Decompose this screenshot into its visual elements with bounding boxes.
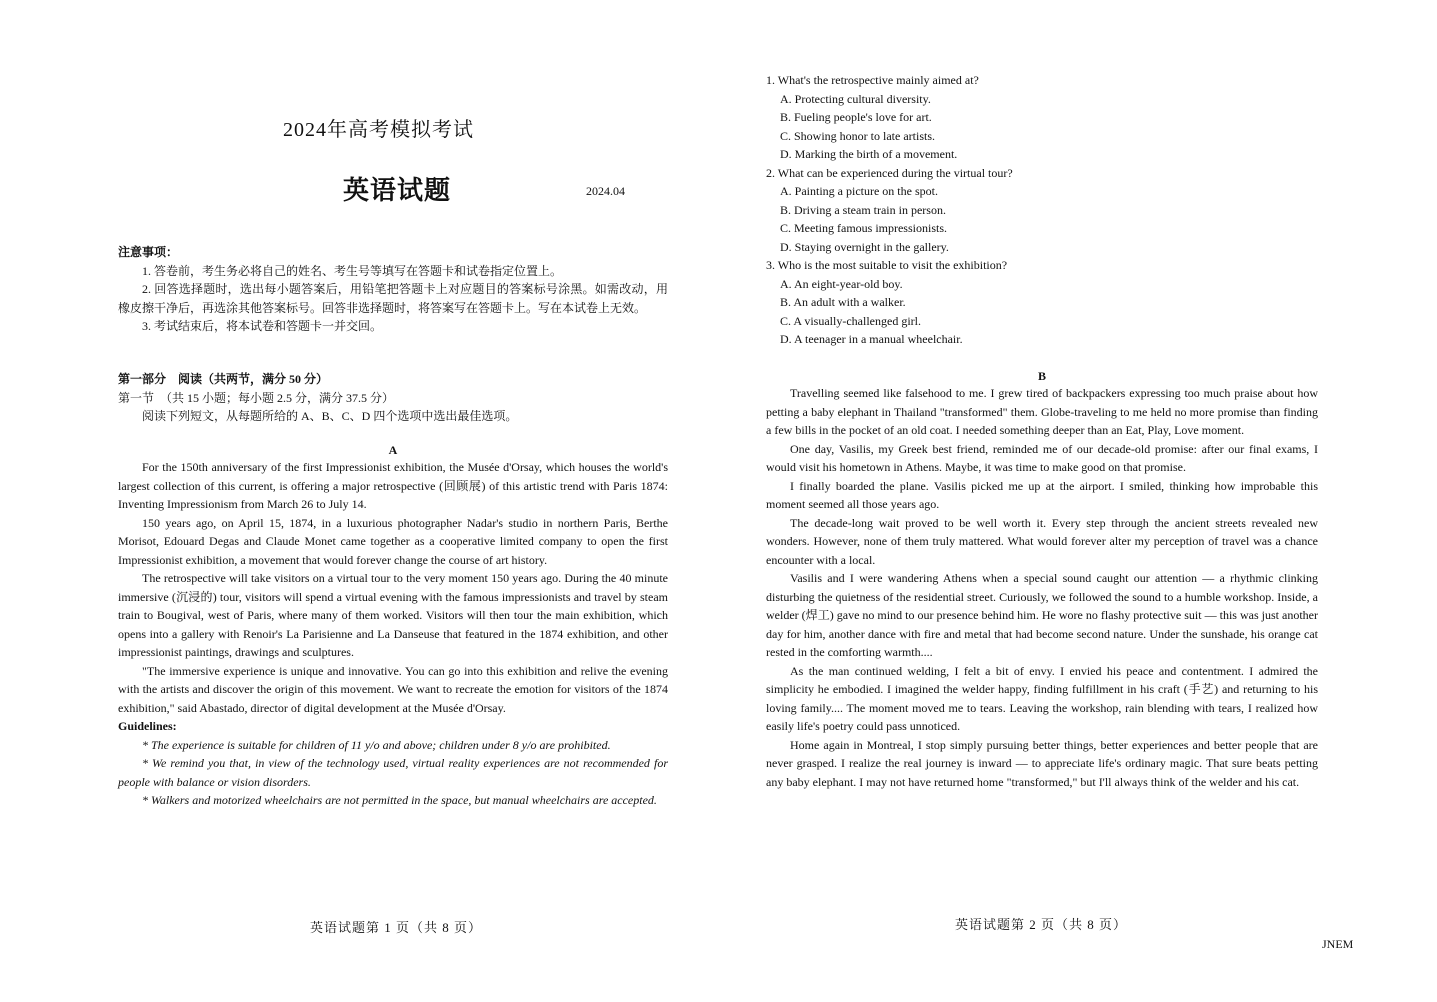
- exam-title: 2024年高考模拟考试: [283, 119, 474, 141]
- passage-b-paragraph: Home again in Montreal, I stop simply pursuing better things, better experiences and better people that are never grasped. I realize the real journey is inward — to appreciate life's ordinary magic. That sure beats petting any baby elephant. I may not have returned home "transformed," but I'll always think of the welder and his cat.: [766, 737, 1318, 789]
- notes-title: 注意事项：: [118, 245, 179, 259]
- section-instruction: 阅读下列短文，从每题所给的 A、B、C、D 四个选项中选出最佳选项。: [142, 409, 518, 423]
- note-item-1: 1. 答卷前，考生务必将自己的姓名、考生号等填写在答题卡和试卷指定位置上。: [142, 263, 563, 278]
- corner-mark: JNEM: [1322, 937, 1354, 951]
- question-2-stem: 2. What can be experienced during the virtual tour?: [766, 165, 1013, 180]
- question-3-option-a: A. An eight-year-old boy.: [780, 276, 903, 291]
- question-2-option-a: A. Painting a picture on the spot.: [780, 184, 938, 198]
- exam-date: 2024.04: [586, 184, 625, 198]
- questions-block: [766, 71, 1318, 349]
- passage-b-paragraph: I finally boarded the plane. Vasilis picked me up at the airport. I smiled, thinking how improbable this moment seemed all those years ago.: [766, 478, 1318, 511]
- section-heading: [118, 370, 668, 426]
- passage-a-paragraph: The retrospective will take visitors on a virtual tour to the very moment 150 years ago. During the 40 minute immersive (沉浸的) tour, visitors will spend a virtual evening with the famous impressionists and travel by steam train to Bougival, west of Paris, where many of them worked. Visitors will then tour the main exhibition, which opens into a gallery with Renoir's La Parisienne and La Danseuse that featured in the 1874 exhibition, and other impressionist paintings, drawings and sculptures.: [118, 571, 668, 659]
- question-1-stem: 1. What's the retrospective mainly aimed at?: [766, 73, 979, 87]
- note-item-2: 2. 回答选择题时，选出每小题答案后，用铅笔把答题卡上对应题目的答案标号涂黑。如需改动，用橡皮擦干净后，再选涂其他答案标号。回答非选择题时，将答案写在答题卡上。写在本试卷上无效。: [118, 282, 668, 315]
- page-footer-left: 英语试题第 1 页（共 8 页）: [310, 920, 483, 935]
- page-footer-right: 英语试题第 2 页（共 8 页）: [955, 917, 1128, 932]
- guideline-item: * We remind you that, in view of the technology used, virtual reality experiences are not recommended for people with balance or vision disorders.: [118, 756, 668, 789]
- passage-b-paragraph: Travelling seemed like falsehood to me. I grew tired of backpackers expressing too much praise about how petting a baby elephant in Thailand "transformed" them. Globe-traveling to me held no more promise than finding a few bills in the pocket of an old coat. I needed something deeper than an Eat, Play, Love moment.: [766, 386, 1318, 437]
- passage-b-paragraph: As the man continued welding, I felt a bit of envy. I envied his peace and contentment. I admired the simplicity he embodied. I imagined the welder happy, finding fulfillment in his craft (手艺) and returning to his loving family.... The moment moved me to tears. Leaving the workshop, rain blending with tears, I realized how easily life's poetry could pass unnoticed.: [766, 663, 1318, 733]
- question-1-option-b: B. Fueling people's love for art.: [780, 110, 932, 124]
- passage-a-paragraph: For the 150th anniversary of the first Impressionist exhibition, the Musée d'Orsay, which houses the world's largest collection of this current, is offering a major retrospective (回顾展) of this artistic trend with Paris 1874: Inventing Impressionism from March 26 to July 14.: [118, 460, 668, 511]
- question-2-option-c: C. Meeting famous impressionists.: [780, 221, 947, 235]
- passage-b-label: B: [1037, 369, 1046, 383]
- passage-a-paragraph: 150 years ago, on April 15, 1874, in a luxurious photographer Nadar's studio in northern Paris, Berthe Morisot, Edouard Degas and Claude Monet came together as a cooperative limited company to open the first Impressionist exhibition, a movement that would forever change the course of art history.: [118, 515, 668, 567]
- section-sub: 第一节 （共 15 小题；每小题 2.5 分，满分 37.5 分）: [118, 390, 395, 405]
- passage-a-paragraph: "The immersive experience is unique and innovative. You can go into this exhibition and relive the evening with the artists and discover the origin of this movement. We want to recreate the emotion for visitors of the 1874 exhibition," said Abastado, director of digital development at the Musée d'Orsay.: [118, 663, 668, 715]
- question-1-option-c: C. Showing honor to late artists.: [780, 128, 935, 143]
- guidelines-title: Guidelines:: [118, 719, 177, 733]
- note-item-3: 3. 考试结束后，将本试卷和答题卡一并交回。: [142, 319, 383, 333]
- question-2-option-b: B. Driving a steam train in person.: [780, 202, 946, 217]
- exam-subject: 英语试题: [343, 176, 452, 205]
- question-3-stem: 3. Who is the most suitable to visit the exhibition?: [766, 258, 1008, 272]
- question-2-option-d: D. Staying overnight in the gallery.: [780, 239, 949, 254]
- passage-b-paragraph: The decade-long wait proved to be well worth it. Every step through the ancient streets revealed new wonders. However, none of them truly mattered. What would forever alter my perception of travel was a chance encounter with a local.: [766, 515, 1318, 567]
- passage-a-label: A: [388, 443, 398, 457]
- notes-block: [118, 243, 668, 336]
- question-1-option-d: D. Marking the birth of a movement.: [780, 147, 958, 161]
- guideline-item: * Walkers and motorized wheelchairs are not permitted in the space, but manual wheelchairs are accepted.: [142, 793, 657, 807]
- section-part: 第一部分 阅读（共两节，满分 50 分）: [118, 372, 329, 386]
- question-3-option-d: D. A teenager in a manual wheelchair.: [780, 332, 963, 346]
- passage-a: [118, 443, 668, 810]
- passage-b: [766, 369, 1318, 791]
- question-3-option-b: B. An adult with a walker.: [780, 295, 906, 309]
- passage-b-paragraph: One day, Vasilis, my Greek best friend, reminded me of our decade-old promise: after our final exams, I would visit his hometown in Athens. Maybe, it was time to make good on that promise.: [766, 441, 1318, 474]
- passage-b-paragraph: Vasilis and I were wandering Athens when a special sound caught our attention — a rhythmic clinking disturbing the quietness of the residential street. Curiously, we followed the sound to a humble workshop. Inside, a welder (焊工) gave no mind to our presence behind him. He wore no flashy protective suit — this was just another day for him, another dance with fire and metal that had become second nature. Under the sunshade, his orange cat rested in the comforting warmth....: [766, 571, 1318, 659]
- question-1-option-a: A. Protecting cultural diversity.: [780, 91, 931, 106]
- question-3-option-c: C. A visually-challenged girl.: [780, 313, 921, 328]
- guideline-item: * The experience is suitable for children of 11 y/o and above; children under 8 y/o are prohibited.: [142, 737, 611, 752]
